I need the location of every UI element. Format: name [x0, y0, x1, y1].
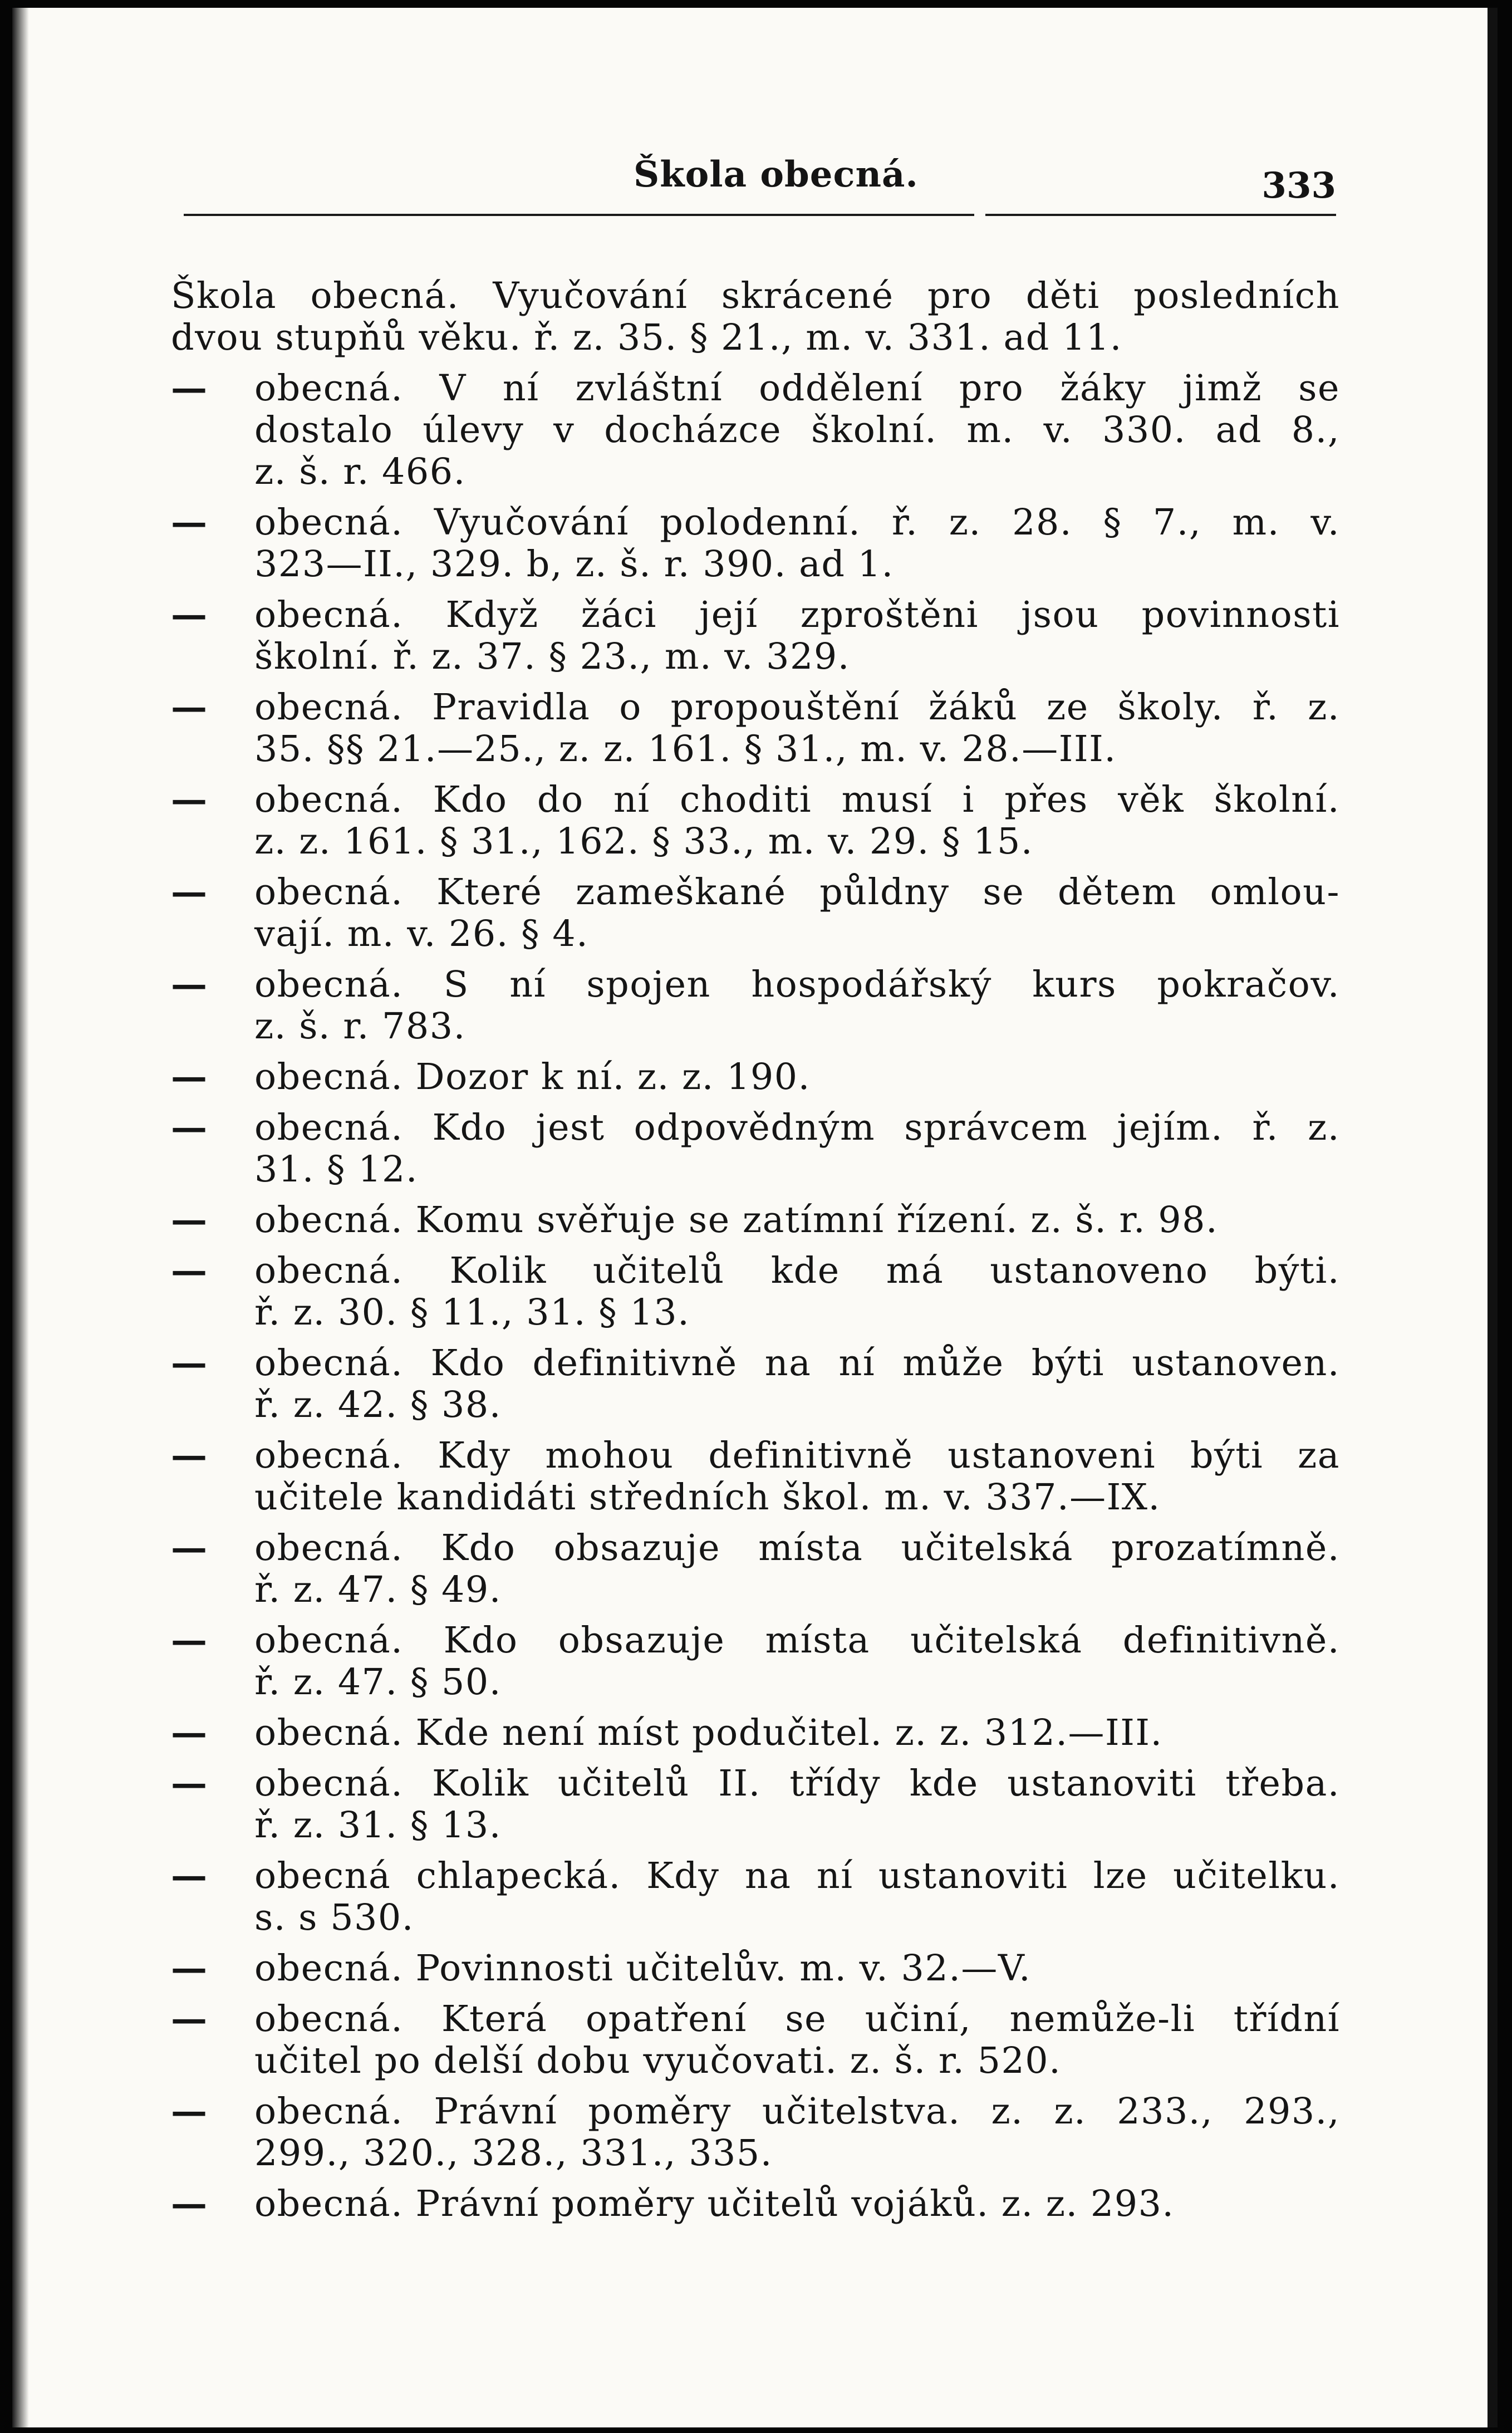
entry-text [254, 2091, 1340, 2174]
entry-line: obecná. Kolik učitelů kde má ustanoveno býti. [254, 1250, 1340, 1292]
entry-line: obecná. S ní spojen hospodářský kurs pokračov. [254, 964, 1340, 1005]
entry-dash: — [171, 1342, 208, 1384]
entry-gap [171, 955, 1340, 964]
entry-gap [171, 1939, 1340, 1948]
entry-line: školní. ř. z. 37. § 23., m. v. 329. [254, 636, 850, 678]
index-entry [171, 1948, 1340, 1989]
entry-text [254, 2183, 1340, 2225]
header-rule [985, 214, 1336, 216]
entry-line: obecná. Kdo obsazuje místa učitelská prozatímně. [254, 1527, 1340, 1569]
entry-line: 31. § 12. [254, 1149, 419, 1190]
entry-text [254, 1712, 1340, 1754]
entry-gap [171, 1098, 1340, 1107]
entry-line: obecná. V ní zvláštní oddělení pro žáky jimž se [254, 367, 1340, 409]
entry-line: s. s 530. [254, 1897, 414, 1939]
index-entry [171, 1107, 1340, 1190]
entry-line: vají. m. v. 26. § 4. [254, 913, 589, 955]
index-entry [171, 1620, 1340, 1703]
entry-line: Škola obecná. Vyučování skrácené pro děti posledních [171, 275, 1340, 317]
entry-text [254, 594, 1340, 678]
entry-dash: — [171, 1855, 208, 1897]
entry-line: ř. z. 42. § 38. [254, 1384, 502, 1426]
entry-text [171, 275, 1340, 359]
entry-gap [171, 1611, 1340, 1620]
entry-line: obecná. Kdo do ní choditi musí i přes věk školní. [254, 779, 1340, 821]
entry-text [254, 1620, 1340, 1703]
entry-dash: — [171, 1762, 208, 1804]
entry-dash: — [171, 1711, 208, 1754]
entry-dash: — [171, 2182, 208, 2225]
entry-text [254, 1342, 1340, 1426]
entry-dash: — [171, 1947, 208, 1989]
page-header [184, 8, 1336, 215]
entry-line: 35. §§ 21.—25., z. z. 161. § 31., m. v. 28.—III. [254, 728, 1117, 770]
entry-dash: — [171, 501, 208, 543]
binding-shadow [12, 8, 29, 2427]
entry-line: obecná. Kolik učitelů II. třídy kde ustanoviti třeba. [254, 1763, 1340, 1804]
index-entry [171, 871, 1340, 955]
index-entry [171, 367, 1340, 493]
entry-text [254, 779, 1340, 862]
entry-gap [171, 2082, 1340, 2091]
entry-gap [171, 1703, 1340, 1712]
entry-text [254, 1855, 1340, 1939]
entry-line: 299., 320., 328., 331., 335. [254, 2132, 773, 2174]
entry-dash: — [171, 1998, 208, 2040]
entry-line: obecná chlapecká. Kdy na ní ustanoviti lze učitelku. [254, 1855, 1340, 1897]
index-entry [171, 2183, 1340, 2225]
entry-line: obecná. Komu svěřuje se zatímní řízení. z. š. r. 98. [254, 1199, 1219, 1241]
running-head: Škola obecná. [634, 154, 919, 195]
entry-dash: — [171, 1106, 208, 1149]
entry-line: obecná. Kde není míst podučitel. z. z. 312.—III. [254, 1712, 1163, 1754]
index-entry [171, 1435, 1340, 1518]
index-entry [171, 686, 1340, 770]
entry-line: ř. z. 47. § 49. [254, 1569, 502, 1611]
entry-text [254, 367, 1340, 493]
entry-line: obecná. Vyučování polodenní. ř. z. 28. § 7., m. v. [254, 502, 1340, 543]
entry-line: ř. z. 30. § 11., 31. § 13. [254, 1292, 690, 1333]
entry-dash: — [171, 1527, 208, 1569]
entry-gap [171, 359, 1340, 367]
entry-text [254, 502, 1340, 585]
index-entry [171, 1527, 1340, 1611]
entry-dash: — [171, 1249, 208, 1292]
entry-gap [171, 2225, 1340, 2234]
entry-dash: — [171, 686, 208, 728]
index-entry [171, 1056, 1340, 1098]
entry-dash: — [171, 1619, 208, 1661]
entry-text [254, 1250, 1340, 1333]
entry-line: obecná. Kdo jest odpovědným správcem jejím. ř. z. [254, 1107, 1340, 1149]
entry-line: obecná. Které zameškané půldny se dětem omlou- [254, 871, 1340, 913]
entry-gap [171, 1190, 1340, 1199]
entry-dash: — [171, 871, 208, 913]
entry-dash: — [171, 1056, 208, 1098]
entry-gap [171, 585, 1340, 594]
entry-line: ř. z. 47. § 50. [254, 1661, 502, 1703]
index-entry [171, 1998, 1340, 2082]
entry-dash: — [171, 367, 208, 409]
entry-gap [171, 1241, 1340, 1250]
entry-dash: — [171, 593, 208, 636]
entry-line: obecná. Kdy mohou definitivně ustanoveni býti za [254, 1435, 1340, 1477]
entry-text [254, 964, 1340, 1047]
page-number: 333 [1261, 165, 1336, 207]
entry-gap [171, 1333, 1340, 1342]
entry-line: ř. z. 31. § 13. [254, 1804, 502, 1846]
entry-gap [171, 862, 1340, 871]
index-entry [171, 1250, 1340, 1333]
entry-dash: — [171, 1434, 208, 1477]
index-entries [171, 275, 1340, 2234]
entry-gap [171, 2174, 1340, 2183]
entry-text [254, 871, 1340, 955]
entry-line: učitele kandidáti středních škol. m. v. 337.—IX. [254, 1477, 1161, 1518]
index-entry [171, 1342, 1340, 1426]
entry-line: z. š. r. 783. [254, 1005, 466, 1047]
entry-line: z. z. 161. § 31., 162. § 33., m. v. 29. § 15. [254, 821, 1033, 862]
index-entry [171, 1763, 1340, 1846]
entry-gap [171, 770, 1340, 779]
entry-gap [171, 678, 1340, 686]
book-page [12, 8, 1498, 2427]
entry-gap [171, 1047, 1340, 1056]
entry-line: dostalo úlevy v docházce školní. m. v. 330. ad 8., [254, 409, 1340, 451]
entry-line: obecná. Když žáci její zproštěni jsou povinnosti [254, 594, 1340, 636]
entry-text [254, 1527, 1340, 1611]
entry-line: 323—II., 329. b, z. š. r. 390. ad 1. [254, 543, 894, 585]
index-entry [171, 964, 1340, 1047]
entry-text [254, 1998, 1340, 2082]
entry-line: obecná. Kdo definitivně na ní může býti ustanoven. [254, 1342, 1340, 1384]
entry-text [254, 1763, 1340, 1846]
entry-dash: — [171, 778, 208, 821]
index-entry [171, 1855, 1340, 1939]
entry-line: učitel po delší dobu vyučovati. z. š. r. 520. [254, 2040, 1062, 2082]
entry-line: obecná. Která opatření se učiní, nemůže-li třídní [254, 1998, 1340, 2040]
entry-text [254, 1435, 1340, 1518]
entry-gap [171, 1754, 1340, 1763]
index-entry [171, 2091, 1340, 2174]
entry-line: obecná. Povinnosti učitelův. m. v. 32.—V. [254, 1948, 1032, 1989]
entry-line: obecná. Kdo obsazuje místa učitelská definitivně. [254, 1620, 1340, 1661]
entry-dash: — [171, 2090, 208, 2132]
header-rule [184, 214, 974, 216]
index-entry [171, 594, 1340, 678]
entry-dash: — [171, 963, 208, 1005]
index-entry [171, 1712, 1340, 1754]
index-entry [171, 1199, 1340, 1241]
entry-text [254, 1107, 1340, 1190]
entry-line: obecná. Právní poměry učitelstva. z. z. 233., 293., [254, 2091, 1340, 2132]
entry-gap [171, 1426, 1340, 1435]
entry-line: obecná. Právní poměry učitelů vojáků. z. z. 293. [254, 2183, 1175, 2225]
entry-line: z. š. r. 466. [254, 451, 466, 493]
entry-gap [171, 493, 1340, 502]
entry-text [254, 1199, 1340, 1241]
entry-line: dvou stupňů věku. ř. z. 35. § 21., m. v. 331. ad 11. [171, 317, 1122, 359]
entry-text [254, 686, 1340, 770]
entry-dash: — [171, 1199, 208, 1241]
index-entry [171, 275, 1340, 359]
entry-line: obecná. Dozor k ní. z. z. 190. [254, 1056, 811, 1098]
entry-gap [171, 1846, 1340, 1855]
index-entry [171, 502, 1340, 585]
entry-text [254, 1948, 1340, 1989]
entry-line: obecná. Pravidla o propouštění žáků ze školy. ř. z. [254, 686, 1340, 728]
entry-gap [171, 1518, 1340, 1527]
entry-gap [171, 1989, 1340, 1998]
entry-text [254, 1056, 1340, 1098]
index-entry [171, 779, 1340, 862]
